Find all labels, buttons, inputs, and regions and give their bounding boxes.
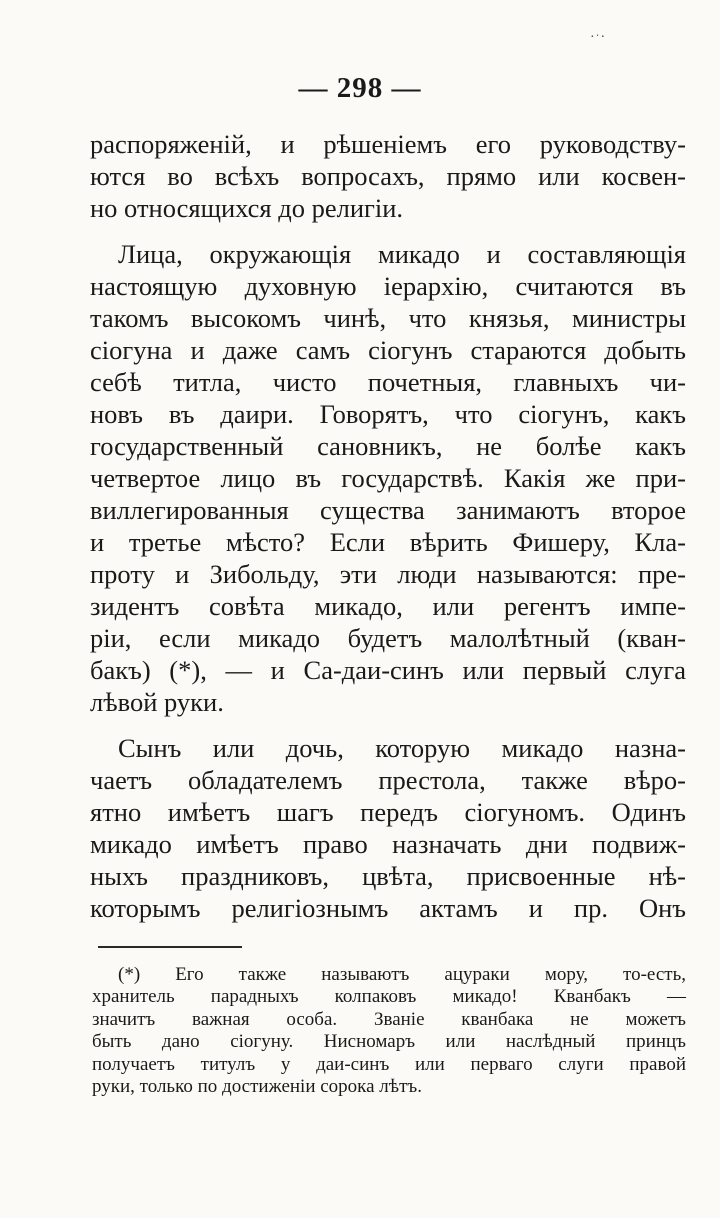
text-line: ятно имѣетъ шагъ передъ сіогуномъ. Одинъ (90, 797, 686, 827)
main-text (90, 128, 686, 924)
corner-mark: ·ˑ· (590, 30, 607, 45)
text-line: государственный сановникъ, не болѣе какъ (90, 431, 686, 461)
text-line: себѣ титла, чисто почетныя, главныхъ чи- (90, 367, 686, 397)
text-line: проту и Зибольду, эти люди называются: пре- (90, 559, 686, 589)
text-line: виллегированныя существа занимаютъ второе (90, 495, 686, 525)
text-line: которымъ религіознымъ актамъ и пр. Онъ (90, 893, 686, 923)
paragraph-3 (90, 732, 686, 924)
text-line: Сынъ или дочь, которую микадо назна- (118, 733, 686, 763)
text-line: такомъ высокомъ чинѣ, что князья, министры (90, 303, 686, 333)
footnote-line: руки, только по достиженіи сорока лѣтъ. (92, 1076, 422, 1098)
footnote-line: быть дано сіогуну. Нисномаръ или наслѣдный принцъ (92, 1031, 686, 1053)
footnote-line: значитъ важная особа. Званіе кванбака не можетъ (92, 1008, 686, 1030)
footnote-line: получаетъ титулъ у даи-синъ или перваго слуги правой (92, 1053, 686, 1075)
text-line: ріи, если микадо будетъ малолѣтный (кван- (90, 623, 686, 653)
footnote-separator (98, 946, 242, 948)
paragraph-1 (90, 128, 686, 224)
text-line: распоряженій, и рѣшеніемъ его руководству- (90, 129, 686, 159)
paragraph-2 (90, 238, 686, 718)
text-line: новъ въ даири. Говорятъ, что сіогунъ, какъ (90, 399, 686, 429)
text-line: лѣвой руки. (90, 687, 224, 717)
text-line: настоящую духовную іерархію, считаются въ (90, 271, 686, 301)
text-line: микадо имѣетъ право назначать дни подвиж- (90, 829, 686, 859)
footnote-line: (*) Его также называютъ ацураки мору, то-есть, (118, 964, 686, 985)
text-line: ются во всѣхъ вопросахъ, прямо или косвен- (90, 161, 686, 191)
text-line: ныхъ праздниковъ, цвѣта, присвоенные нѣ- (90, 861, 686, 891)
text-line: чаетъ обладателемъ престола, также вѣро- (90, 765, 686, 795)
text-line: сіогуна и даже самъ сіогунъ стараются добыть (90, 335, 686, 365)
page-number: — 298 — (298, 72, 422, 104)
text-line: но относящихся до религіи. (90, 193, 404, 223)
footnote-line: хранитель парадныхъ колпаковъ микадо! Кванбакъ — (92, 986, 686, 1008)
text-line: Лица, окружающія микадо и составляющія (118, 239, 686, 269)
footnote (92, 964, 686, 1098)
text-line: бакъ) (*), — и Са-даи-синъ или первый слуга (90, 655, 686, 685)
text-line: зидентъ совѣта микадо, или регентъ импе- (90, 591, 686, 621)
text-line: четвертое лицо въ государствѣ. Какія же при- (90, 463, 686, 493)
text-line: и третье мѣсто? Если вѣрить Фишеру, Кла- (90, 527, 686, 557)
